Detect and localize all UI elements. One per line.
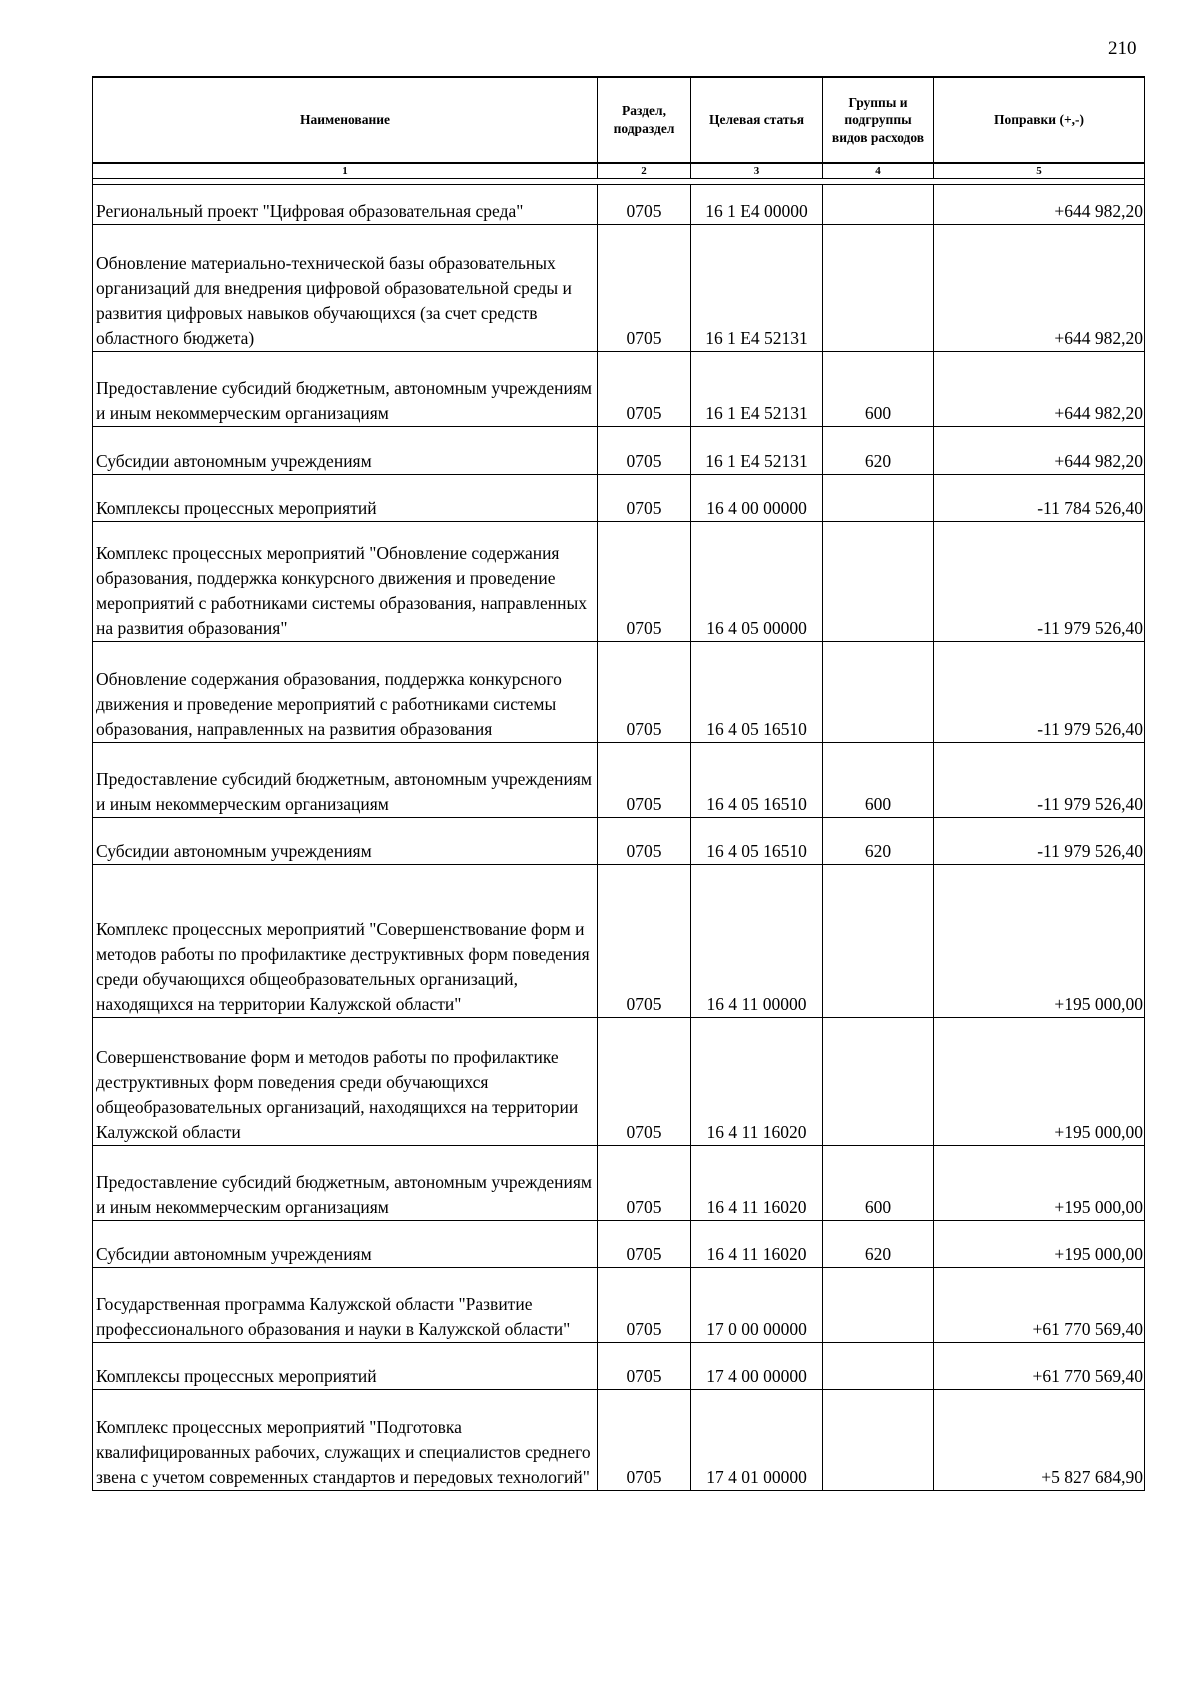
header-section: Раздел, подраздел [598,77,691,163]
table-row [93,865,1145,1018]
header-amendments: Поправки (+,-) [934,77,1145,163]
table-row [93,642,1145,743]
table-row [93,185,1145,225]
table-row [93,1018,1145,1146]
cell-section: 0705 [598,1268,691,1343]
table-row [93,475,1145,522]
cell-section: 0705 [598,743,691,818]
table-row [93,1146,1145,1221]
cell-amount: +195 000,00 [934,1221,1145,1268]
cell-name: Обновление материально-технической базы образовательных организаций для внедрения цифровой образовательной среды и развития цифровых навыков обучающихся (за счет средств областного бюджета) [93,225,598,352]
column-number: 2 [598,163,691,179]
cell-group: 620 [823,427,934,475]
cell-target: 16 4 05 16510 [691,818,823,865]
cell-amount: +644 982,20 [934,352,1145,427]
cell-amount: +644 982,20 [934,427,1145,475]
cell-amount: +195 000,00 [934,1018,1145,1146]
cell-group [823,1268,934,1343]
cell-section: 0705 [598,818,691,865]
cell-group [823,865,934,1018]
cell-name: Комплекс процессных мероприятий "Совершенствование форм и методов работы по профилактике деструктивных форм поведения среди обучающихся общеобразовательных организаций, находящихся на территории Калужской области" [93,865,598,1018]
cell-target: 16 4 05 00000 [691,522,823,642]
cell-name: Обновление содержания образования, поддержка конкурсного движения и проведение мероприятий с работниками системы образования, направленных на развития образования [93,642,598,743]
cell-section: 0705 [598,352,691,427]
cell-section: 0705 [598,185,691,225]
cell-name: Комплекс процессных мероприятий "Подготовка квалифицированных рабочих, служащих и специалистов среднего звена с учетом современных стандартов и передовых технологий" [93,1390,598,1491]
cell-group [823,1343,934,1390]
cell-section: 0705 [598,642,691,743]
cell-amount: +195 000,00 [934,1146,1145,1221]
cell-name: Совершенствование форм и методов работы по профилактике деструктивных форм поведения среди обучающихся общеобразовательных организаций, находящихся на территории Калужской области [93,1018,598,1146]
column-number: 1 [93,163,598,179]
page-number: 210 [1108,38,1137,59]
cell-section: 0705 [598,1221,691,1268]
cell-target: 17 4 01 00000 [691,1390,823,1491]
cell-name: Субсидии автономным учреждениям [93,818,598,865]
budget-amendments-table [92,76,1145,1491]
table-row [93,352,1145,427]
table-header-row [93,77,1145,163]
cell-section: 0705 [598,427,691,475]
cell-amount: +61 770 569,40 [934,1268,1145,1343]
cell-amount: +644 982,20 [934,225,1145,352]
cell-target: 16 4 11 16020 [691,1018,823,1146]
cell-name: Комплекс процессных мероприятий "Обновление содержания образования, поддержка конкурсного движения и проведение мероприятий с работниками системы образования, направленных на развития образования" [93,522,598,642]
cell-group [823,642,934,743]
header-name: Наименование [93,77,598,163]
cell-amount: -11 979 526,40 [934,743,1145,818]
cell-amount: -11 784 526,40 [934,475,1145,522]
table-row [93,743,1145,818]
cell-target: 16 1 Е4 52131 [691,427,823,475]
cell-section: 0705 [598,522,691,642]
cell-name: Предоставление субсидий бюджетным, автономным учреждениям и иным некоммерческим организациям [93,1146,598,1221]
cell-section: 0705 [598,225,691,352]
cell-target: 16 1 Е4 52131 [691,225,823,352]
cell-target: 16 4 05 16510 [691,743,823,818]
cell-section: 0705 [598,1390,691,1491]
cell-group [823,185,934,225]
cell-amount: +61 770 569,40 [934,1343,1145,1390]
cell-group [823,225,934,352]
cell-target: 17 4 00 00000 [691,1343,823,1390]
table-row [93,1221,1145,1268]
header-groups: Группы и подгруппы видов расходов [823,77,934,163]
cell-name: Субсидии автономным учреждениям [93,1221,598,1268]
cell-name: Региональный проект "Цифровая образовательная среда" [93,185,598,225]
cell-group: 620 [823,818,934,865]
column-number: 3 [691,163,823,179]
header-target: Целевая статья [691,77,823,163]
cell-section: 0705 [598,475,691,522]
table-row [93,225,1145,352]
table-row [93,1343,1145,1390]
cell-group: 600 [823,1146,934,1221]
cell-group: 600 [823,352,934,427]
cell-target: 16 4 11 16020 [691,1221,823,1268]
cell-amount: -11 979 526,40 [934,818,1145,865]
cell-amount: -11 979 526,40 [934,642,1145,743]
cell-section: 0705 [598,1018,691,1146]
cell-group [823,475,934,522]
cell-name: Комплексы процессных мероприятий [93,1343,598,1390]
cell-name: Предоставление субсидий бюджетным, автономным учреждениям и иным некоммерческим организациям [93,743,598,818]
cell-name: Комплексы процессных мероприятий [93,475,598,522]
column-number-row [93,163,1145,179]
table-row [93,522,1145,642]
cell-target: 16 4 00 00000 [691,475,823,522]
cell-amount: +644 982,20 [934,185,1145,225]
table-body [93,179,1145,1491]
cell-group: 600 [823,743,934,818]
cell-amount: +5 827 684,90 [934,1390,1145,1491]
cell-name: Субсидии автономным учреждениям [93,427,598,475]
cell-target: 16 4 05 16510 [691,642,823,743]
column-number: 4 [823,163,934,179]
cell-group [823,1018,934,1146]
cell-group [823,522,934,642]
cell-group: 620 [823,1221,934,1268]
cell-section: 0705 [598,1343,691,1390]
column-number: 5 [934,163,1145,179]
cell-section: 0705 [598,865,691,1018]
cell-name: Государственная программа Калужской области "Развитие профессионального образования и науки в Калужской области" [93,1268,598,1343]
cell-target: 16 4 11 16020 [691,1146,823,1221]
cell-target: 16 1 Е4 00000 [691,185,823,225]
cell-target: 16 4 11 00000 [691,865,823,1018]
cell-amount: -11 979 526,40 [934,522,1145,642]
cell-group [823,1390,934,1491]
table-row [93,1268,1145,1343]
cell-target: 16 1 Е4 52131 [691,352,823,427]
cell-name: Предоставление субсидий бюджетным, автономным учреждениям и иным некоммерческим организациям [93,352,598,427]
cell-section: 0705 [598,1146,691,1221]
table-row [93,427,1145,475]
table-row [93,818,1145,865]
cell-amount: +195 000,00 [934,865,1145,1018]
cell-target: 17 0 00 00000 [691,1268,823,1343]
table-row [93,1390,1145,1491]
